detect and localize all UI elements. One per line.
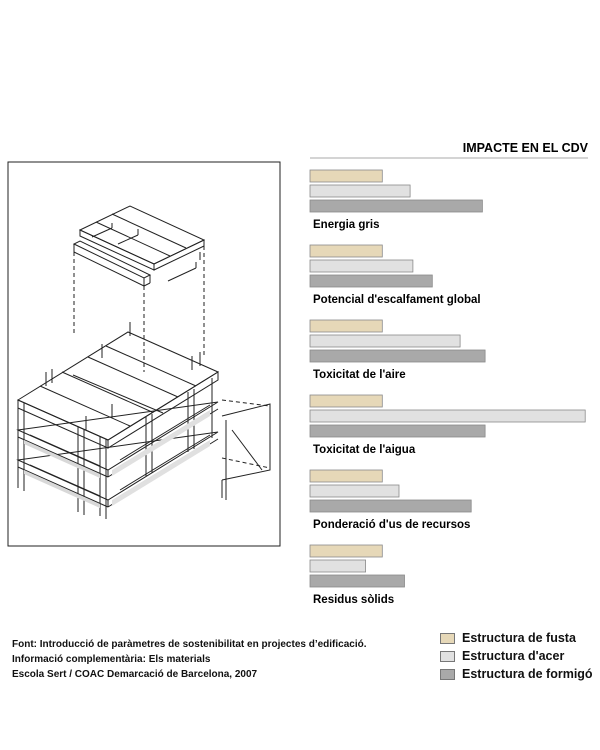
bar-toxicitat-de-l-aire-formigo (310, 350, 485, 362)
category-label-residus-solids: Residus sòlids (313, 594, 395, 606)
bars-layer (310, 170, 585, 606)
category-label-potencial-d-escalfament-global: Potencial d'escalfament global (313, 294, 481, 306)
bar-toxicitat-de-l-aire-acer (310, 335, 460, 347)
legend-label-acer: Estructura d'acer (462, 649, 565, 663)
legend-item-formigo (440, 665, 593, 683)
bar-residus-solids-fusta (310, 545, 382, 557)
chart-legend (440, 629, 593, 683)
bar-potencial-d-escalfament-global-formigo (310, 275, 432, 287)
source-line-1: Font: Introducció de paràmetres de sostenibilitat en projectes d’edificació. (12, 639, 367, 650)
source-line-3: Escola Sert / COAC Demarcació de Barcelona, 2007 (12, 669, 258, 680)
legend-swatch-formigo (440, 669, 455, 680)
bar-toxicitat-de-l-aigua-formigo (310, 425, 485, 437)
chart-title: IMPACTE EN EL CDV (462, 141, 588, 155)
legend-swatch-acer (440, 651, 455, 662)
legend-swatch-fusta (440, 633, 455, 644)
category-label-ponderacio-d-us-de-recursos: Ponderació d'us de recursos (313, 519, 471, 531)
bar-energia-gris-formigo (310, 200, 482, 212)
legend-label-fusta: Estructura de fusta (462, 631, 576, 645)
bar-potencial-d-escalfament-global-fusta (310, 245, 382, 257)
bar-toxicitat-de-l-aigua-fusta (310, 395, 382, 407)
source-line-2: Informació complementària: Els materials (12, 654, 211, 665)
bar-ponderacio-d-us-de-recursos-formigo (310, 500, 471, 512)
bar-energia-gris-acer (310, 185, 410, 197)
bar-ponderacio-d-us-de-recursos-acer (310, 485, 399, 497)
legend-item-acer (440, 647, 593, 665)
source-note (12, 637, 367, 682)
legend-label-formigo: Estructura de formigó (462, 667, 593, 681)
bar-ponderacio-d-us-de-recursos-fusta (310, 470, 382, 482)
category-label-toxicitat-de-l-aire: Toxicitat de l'aire (313, 369, 406, 381)
category-label-energia-gris: Energia gris (313, 219, 380, 231)
bar-potencial-d-escalfament-global-acer (310, 260, 413, 272)
legend-item-fusta (440, 629, 593, 647)
bar-residus-solids-acer (310, 560, 366, 572)
bar-energia-gris-fusta (310, 170, 382, 182)
bar-toxicitat-de-l-aigua-acer (310, 410, 585, 422)
category-label-toxicitat-de-l-aigua: Toxicitat de l'aigua (313, 444, 416, 456)
bar-residus-solids-formigo (310, 575, 405, 587)
bar-toxicitat-de-l-aire-fusta (310, 320, 382, 332)
